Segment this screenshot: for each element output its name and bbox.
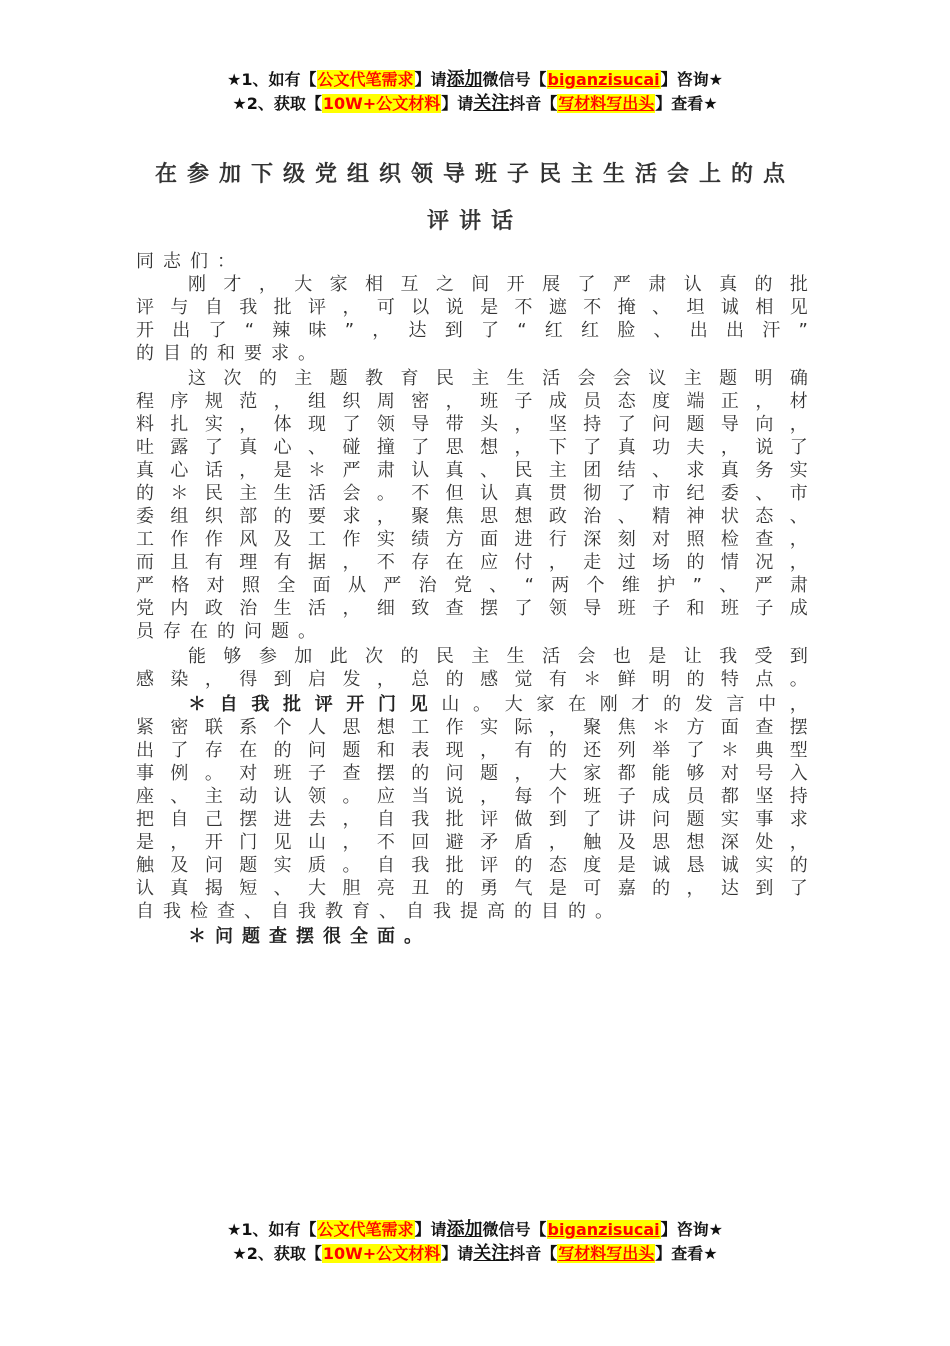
text-line: 开 出 了 “ 辣 味 ” ， 达 到 了 “ 红 红 脸 、 出 出 汗 ” [136, 320, 808, 341]
banner-line-1: ★1、如有【公文代笔需求】请添加微信号【biganzisucai】咨询★ [227, 1219, 723, 1240]
document-body [136, 250, 808, 948]
text-line: 党 内 政 治 生 活 ， 细 致 查 摆 了 领 导 班 子 和 班 子 成 [136, 598, 808, 619]
document-title-line-1: 在参加下级党组织领导班子民主生活会上的点 [154, 162, 795, 187]
text-line: 出 了 存 在 的 问 题 和 表 现 ， 有 的 还 列 举 了 ＊ 典 型 [136, 740, 808, 761]
text-line: 认 真 揭 短 、 大 胆 亮 丑 的 勇 气 是 可 嘉 的 ， 达 到 了 [136, 878, 808, 899]
text-line: 的 目 的 和 要 求 。 [136, 343, 316, 364]
banner-line-2: ★2、获取【10W+公文材料】请关注抖音【写材料写出头】查看★ [232, 93, 718, 114]
text-line: 把 自 己 摆 进 去 ， 自 我 批 评 做 到 了 讲 问 题 实 事 求 [136, 809, 808, 830]
highlight-wechat-id: biganzisucai [547, 1220, 660, 1239]
highlight-douyin-account: 写材料写出头 [558, 1244, 655, 1263]
text-line: 严 格 对 照 全 面 从 严 治 党 、 “ 两 个 维 护 ” 、 严 肃 [136, 575, 808, 596]
document-title-line-2: 评讲话 [426, 209, 523, 234]
text-line: 同 志 们 ： [136, 251, 235, 272]
text-line: 委 组 织 部 的 要 求 ， 聚 焦 思 想 政 治 、 精 神 状 态 、 [136, 506, 808, 527]
text-line: 程 序 规 范 ， 组 织 周 密 ， 班 子 成 员 态 度 端 正 ， 材 [136, 391, 808, 412]
text-line: 而 且 有 理 有 据 ， 不 存 在 应 付 ， 走 过 场 的 情 况 ， [136, 552, 808, 573]
text-line: 触 及 问 题 实 质 。 自 我 批 评 的 态 度 是 诚 恳 诚 实 的 [136, 855, 808, 876]
text-line: 感 染 ， 得 到 启 发 ， 总 的 感 觉 有 ＊ 鲜 明 的 特 点 。 [136, 669, 808, 690]
text-line: ＊ 自 我 批 评 开 门 见 山 。 大 家 在 刚 才 的 发 言 中 ， [188, 694, 808, 715]
text-line: 工 作 作 风 及 工 作 实 绩 方 面 进 行 深 刻 对 照 检 查 ， [136, 529, 808, 550]
text-line: 能 够 参 加 此 次 的 民 主 生 活 会 也 是 让 我 受 到 [188, 646, 808, 667]
highlight-materials: 10W+公文材料 [322, 94, 441, 113]
text-line: 座 、 主 动 认 领 。 应 当 说 ， 每 个 班 子 成 员 都 坚 持 [136, 786, 808, 807]
highlight-service: 公文代笔需求 [317, 1220, 414, 1239]
highlight-service: 公文代笔需求 [317, 70, 414, 89]
text-line: 刚 才 ， 大 家 相 互 之 间 开 展 了 严 肃 认 真 的 批 [188, 274, 808, 295]
bottom-banner [0, 1218, 950, 1266]
text-line: 这 次 的 主 题 教 育 民 主 生 活 会 会 议 主 题 明 确 [188, 368, 808, 389]
banner-line-2: ★2、获取【10W+公文材料】请关注抖音【写材料写出头】查看★ [232, 1243, 718, 1264]
text-line: ＊ 问 题 查 摆 很 全 面 。 [188, 926, 422, 947]
text-line: 吐 露 了 真 心 、 碰 撞 了 思 想 ， 下 了 真 功 夫 ， 说 了 [136, 437, 808, 458]
text-line: 真 心 话 ， 是 ＊ 严 肃 认 真 、 民 主 团 结 、 求 真 务 实 [136, 460, 808, 481]
highlight-wechat-id: biganzisucai [547, 70, 660, 89]
highlight-materials: 10W+公文材料 [322, 1244, 441, 1263]
text-line: 事 例 。 对 班 子 查 摆 的 问 题 ， 大 家 都 能 够 对 号 入 [136, 763, 808, 784]
text-line: 员 存 在 的 问 题 。 [136, 621, 316, 642]
text-line: 自 我 检 查 、 自 我 教 育 、 自 我 提 高 的 目 的 。 [136, 901, 613, 922]
banner-line-1: ★1、如有【公文代笔需求】请添加微信号【biganzisucai】咨询★ [227, 69, 723, 90]
top-banner [0, 68, 950, 116]
text-line: 料 扎 实 ， 体 现 了 领 导 带 头 ， 坚 持 了 问 题 导 向 ， [136, 414, 808, 435]
text-line: 是 ， 开 门 见 山 ， 不 回 避 矛 盾 ， 触 及 思 想 深 处 ， [136, 832, 808, 853]
text-line: 紧 密 联 系 个 人 思 想 工 作 实 际 ， 聚 焦 ＊ 方 面 查 摆 [136, 717, 808, 738]
text-line: 评 与 自 我 批 评 ， 可 以 说 是 不 遮 不 掩 、 坦 诚 相 见 [136, 297, 808, 318]
highlight-douyin-account: 写材料写出头 [558, 94, 655, 113]
text-line: 的 ＊ 民 主 生 活 会 。 不 但 认 真 贯 彻 了 市 纪 委 、 市 [136, 483, 808, 504]
